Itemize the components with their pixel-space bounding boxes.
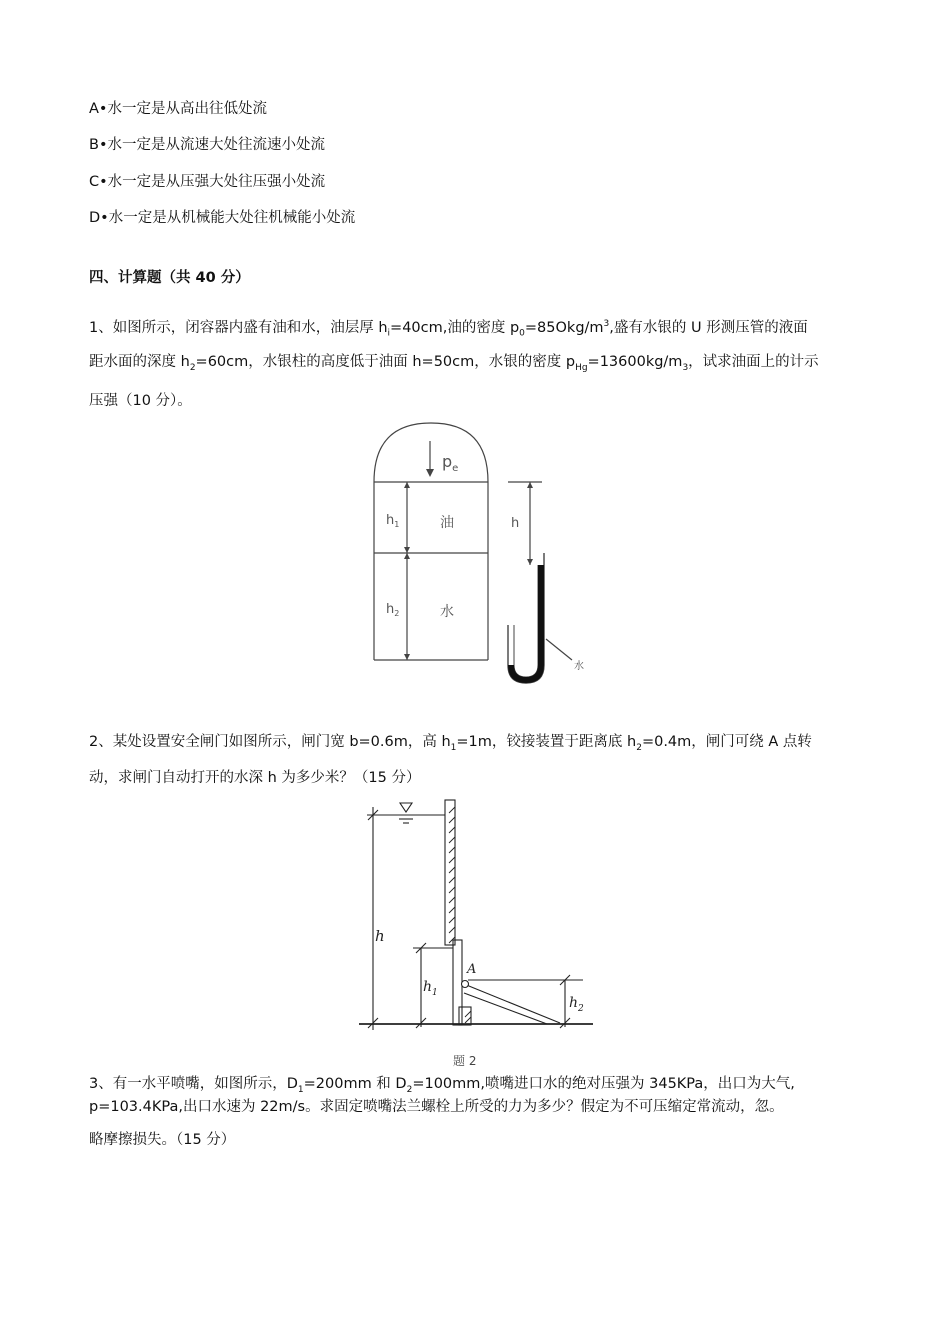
water-level-symbol <box>400 803 412 812</box>
q1-line-1 <box>89 314 808 344</box>
q3-text: =200mm 和 D <box>303 1076 407 1092</box>
figure-2-caption: 题 2 <box>453 1054 477 1068</box>
q2-line-2: 动，求闸门自动打开的水深 h 为多少米？（15 分） <box>89 770 421 786</box>
q1-text: 1、如图所示，闭容器内盛有油和水，油层厚 h <box>89 319 388 336</box>
h-label: h <box>375 927 385 945</box>
q3-line-3: 略摩擦损失。（15 分） <box>89 1132 236 1148</box>
q2-text: 2、某处设置安全闸门如图所示，闸门宽 b=0.6m，高 h <box>89 734 451 750</box>
hinge-a <box>462 981 469 988</box>
h-label: h <box>511 516 520 531</box>
option-a: A•水一定是从高出往低处流 <box>89 101 267 117</box>
q3-text: 3、有一水平喷嘴，如图所示，D <box>89 1076 298 1092</box>
pe-arrowhead <box>426 469 434 477</box>
q1-sub: 2 <box>189 362 196 373</box>
q1-sub: i <box>387 328 391 339</box>
gate-foot <box>459 1007 471 1025</box>
q1-sub: 0 <box>519 328 525 339</box>
option-c: C•水一定是从压强大处往压强小处流 <box>89 174 326 190</box>
q3-sub: 2 <box>406 1084 413 1095</box>
figure-1 <box>360 415 600 690</box>
oil-label: 油 <box>440 515 454 531</box>
q2-text: =1m，铰接装置于距离底 h <box>456 734 637 750</box>
strut-bottom <box>464 993 547 1024</box>
h2-label: $h_2$ <box>569 995 584 1014</box>
u-tube-inner <box>514 565 538 677</box>
h-arrow-bottom <box>527 559 533 565</box>
q2-sub: 1 <box>450 742 457 753</box>
q3-text: =100mm,喷嘴进口水的绝对压强为 345KPa，出口为大气, <box>412 1076 795 1092</box>
water-label: 水 <box>440 604 454 620</box>
a-label: A <box>467 962 477 977</box>
mercury-label: 水 <box>574 661 584 672</box>
q1-line-2 <box>89 352 819 378</box>
option-d: D•水一定是从机械能大处往机械能小处流 <box>89 210 356 226</box>
q2-line-1 <box>89 732 812 758</box>
q3-line-1 <box>89 1074 795 1100</box>
q1-text: ,盛有水银的 U 形测压管的液面 <box>609 319 808 336</box>
q1-line-3: 压强（10 分）。 <box>89 393 192 409</box>
q1-text: =13600kg/m <box>587 354 683 370</box>
h2-label: $h_2$ <box>386 602 400 618</box>
option-b: B•水一定是从流速大处往流速小处流 <box>89 137 325 153</box>
q1-sub: 3 <box>682 362 689 373</box>
q3-sub: 1 <box>297 1084 304 1095</box>
q1-text: =40cm,油的密度 p <box>390 319 520 336</box>
gate <box>453 940 462 1025</box>
q1-text: =85Okg/m <box>524 319 604 336</box>
q3-line-2: p=103.4KPa,出口水速为 22m/s。求固定喷嘴法兰螺栓上所受的力为多少？假定为不可压缩定常流动，忽。 <box>89 1099 784 1115</box>
q2-text: =0.4m，闸门可绕 A 点转 <box>641 734 812 750</box>
section-title: 四、计算题（共 40 分） <box>89 270 250 286</box>
h-arrow-top <box>527 482 533 488</box>
h1-label: $h_1$ <box>386 513 400 529</box>
mercury-pointer <box>546 639 572 660</box>
figure-2 <box>355 795 600 1067</box>
h1-label: $h_1$ <box>423 979 438 998</box>
q1-sup: 3 <box>603 319 610 329</box>
strut-top <box>464 984 560 1023</box>
mercury-column <box>508 565 544 683</box>
h1-arrow-bottom <box>404 547 410 553</box>
q1-text: =60cm，水银柱的高度低于油面 h=50cm，水银的密度 p <box>195 354 576 370</box>
pe-label: $p_e$ <box>442 452 459 474</box>
q1-text: 距水面的深度 h <box>89 354 190 370</box>
q1-text: ，试求油面上的计示 <box>688 354 819 370</box>
h2-arrow-bottom <box>404 654 410 660</box>
h1-arrow-top <box>404 482 410 488</box>
q1-sub: Hg <box>575 362 588 373</box>
q2-sub: 2 <box>636 742 642 753</box>
h2-arrow-top <box>404 553 410 559</box>
